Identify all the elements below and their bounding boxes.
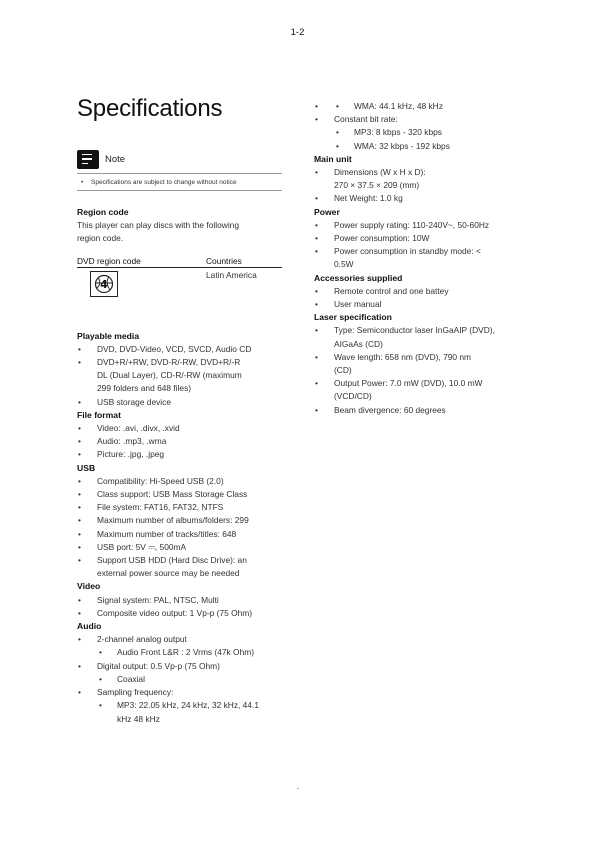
list-item — [314, 245, 529, 271]
list-item — [77, 528, 282, 541]
section-heading: File format — [77, 409, 121, 420]
item-line: MP3: 22.05 kHz, 24 kHz, 32 kHz, 44.1 — [117, 700, 259, 711]
left-spec-sections — [77, 330, 282, 726]
note-item: • Specifications are subject to change without notice — [77, 173, 282, 191]
bullet-list — [77, 594, 282, 620]
list-item — [77, 343, 282, 356]
bullet-list — [77, 343, 282, 409]
item-line: MP3: 8 kbps - 320 kbps — [354, 127, 442, 138]
item-line: Class support: USB Mass Storage Class — [97, 489, 248, 500]
list-item — [77, 686, 282, 726]
item-line: USB port: 5V ⎓, 500mA — [97, 541, 187, 552]
list-item — [77, 541, 282, 554]
item-line: User manual — [334, 299, 382, 310]
item-line: Power consumption in standby mode: < — [334, 246, 481, 257]
region-code-text-line-2: region code. — [77, 233, 124, 244]
region-table-col-countries: Countries — [206, 255, 242, 266]
note-header — [77, 149, 282, 169]
section-heading: Audio — [77, 621, 102, 632]
list-item — [314, 324, 529, 350]
section-heading: Playable media — [77, 330, 140, 341]
item-line: Picture: .jpg, .jpeg — [97, 449, 165, 460]
item-line: 299 folders and 648 files) — [97, 383, 192, 394]
bullet-list — [314, 219, 529, 272]
item-line: Power consumption: 10W — [334, 233, 430, 244]
list-item — [97, 646, 282, 659]
list-item — [314, 377, 529, 403]
bullet-list — [77, 475, 282, 581]
list-item — [334, 100, 529, 113]
bullet-list — [314, 285, 529, 311]
item-line: external power source may be needed — [97, 568, 240, 579]
item-line: Sampling frequency: — [97, 687, 174, 698]
list-item — [314, 192, 529, 205]
continued-item — [314, 100, 529, 113]
svg-text:4: 4 — [100, 277, 108, 291]
item-line: Video: .avi, .divx, .xvid — [97, 423, 180, 434]
item-line: Compatibility: Hi-Speed USB (2.0) — [97, 475, 224, 486]
list-item — [77, 554, 282, 580]
note-icon — [77, 150, 99, 169]
item-line: Audio: .mp3, .wma — [97, 436, 167, 447]
item-line: DVD, DVD-Video, VCD, SVCD, Audio CD — [97, 343, 252, 354]
item-line: (CD) — [334, 365, 352, 376]
bullet-list — [314, 166, 529, 206]
list-item — [77, 660, 282, 686]
item-line: Remote control and one battey — [334, 285, 449, 296]
region-icon-cell — [77, 268, 206, 297]
bullet-list — [97, 699, 282, 725]
region-code-heading: Region code — [77, 207, 129, 217]
item-line: Wave length: 658 nm (DVD), 790 nm — [334, 351, 472, 362]
page-title: Specifications — [77, 95, 223, 122]
item-line: 2-channel analog output — [97, 634, 187, 645]
list-item — [97, 673, 282, 686]
list-item — [314, 351, 529, 377]
right-spec-sections — [314, 153, 529, 417]
section-heading: Main unit — [314, 153, 352, 164]
item-line: DL (Dual Layer), CD-R/-RW (maximum — [97, 370, 242, 381]
item-line: Maximum number of albums/folders: 299 — [97, 515, 249, 526]
list-item — [77, 422, 282, 435]
list-item — [77, 607, 282, 620]
page-number: 1-2 — [290, 27, 305, 38]
region-country: Latin America — [206, 269, 257, 280]
region-code-text-line-1: This player can play discs with the following — [77, 220, 239, 231]
item-line: (VCD/CD) — [334, 391, 372, 402]
list-item — [77, 435, 282, 448]
region-4-globe-icon — [90, 271, 118, 297]
item-line: WMA: 32 kbps - 192 kbps — [354, 140, 450, 151]
item-line: Audio Front L&R : 2 Vrms (47k Ohm) — [117, 647, 254, 658]
list-item — [97, 699, 282, 725]
bullet-list — [314, 324, 529, 416]
item-line: Dimensions (W x H x D): — [334, 167, 426, 178]
list-item — [314, 232, 529, 245]
list-item — [314, 219, 529, 232]
item-line: File system: FAT16, FAT32, NTFS — [97, 502, 224, 513]
list-item — [77, 356, 282, 396]
note-text: Specifications are subject to change without notice — [91, 179, 237, 186]
region-table-header — [77, 256, 282, 268]
region-table — [77, 256, 282, 297]
bullet-list — [97, 673, 282, 686]
list-item — [314, 404, 529, 417]
list-item — [77, 501, 282, 514]
list-item — [314, 298, 529, 311]
item-line: Type: Semiconductor laser InGaAIP (DVD), — [334, 325, 495, 336]
item-line: Support USB HDD (Hard Disc Drive): an — [97, 555, 247, 566]
region-table-row — [77, 268, 282, 297]
sublist — [334, 126, 529, 152]
continued-sublist — [334, 100, 529, 113]
item-line: WMA: 44.1 kHz, 48 kHz — [354, 101, 443, 111]
item-line: Coaxial — [117, 673, 145, 684]
section-heading: Video — [77, 581, 101, 592]
list-item — [314, 113, 529, 153]
item-line: Constant bit rate: — [334, 114, 398, 125]
item-line: Beam divergence: 60 degrees — [334, 404, 446, 415]
footer-mark — [297, 788, 299, 789]
note-box — [77, 149, 282, 191]
list-item — [77, 594, 282, 607]
item-line: USB storage device — [97, 396, 172, 407]
bullet-list — [77, 633, 282, 725]
list-item — [334, 126, 529, 139]
left-column — [77, 95, 282, 726]
region-table-col-dvd-region: DVD region code — [77, 255, 141, 266]
item-line: Net Weight: 1.0 kg — [334, 193, 403, 204]
list-item — [77, 448, 282, 461]
item-line: Maximum number of tracks/titles: 648 — [97, 528, 237, 539]
list-item — [77, 488, 282, 501]
list-item — [334, 140, 529, 153]
bullet-list — [97, 646, 282, 659]
section-heading: USB — [77, 462, 96, 473]
bullet-list — [77, 422, 282, 462]
item-line: Output Power: 7.0 mW (DVD), 10.0 mW — [334, 378, 483, 389]
item-line: kHz 48 kHz — [117, 713, 160, 724]
list-item — [77, 396, 282, 409]
section-heading: Laser specification — [314, 312, 392, 323]
item-line: 270 × 37.5 × 209 (mm) — [334, 180, 420, 191]
list-item — [314, 285, 529, 298]
item-line: Composite video output: 1 Vp-p (75 Ohm) — [97, 607, 253, 618]
section-heading: Power — [314, 206, 340, 217]
list-item — [77, 475, 282, 488]
item-line: Signal system: PAL, NTSC, Multi — [97, 594, 219, 605]
section-heading: Accessories supplied — [314, 272, 403, 283]
item-line: Power supply rating: 110-240V~, 50-60Hz — [334, 219, 490, 230]
list-item — [77, 633, 282, 659]
item-line: DVD+R/+RW, DVD-R/-RW, DVD+R/-R — [97, 357, 241, 368]
note-label: Note — [105, 153, 126, 165]
right-continued-list-2 — [314, 113, 529, 153]
right-continued-list — [314, 100, 529, 113]
item-line: Digital output: 0.5 Vp-p (75 Ohm) — [97, 660, 220, 671]
list-item — [314, 166, 529, 192]
list-item — [77, 514, 282, 527]
item-line: AIGaAs (CD) — [334, 338, 383, 349]
item-line: 0.5W — [334, 259, 354, 270]
right-column — [314, 100, 529, 417]
